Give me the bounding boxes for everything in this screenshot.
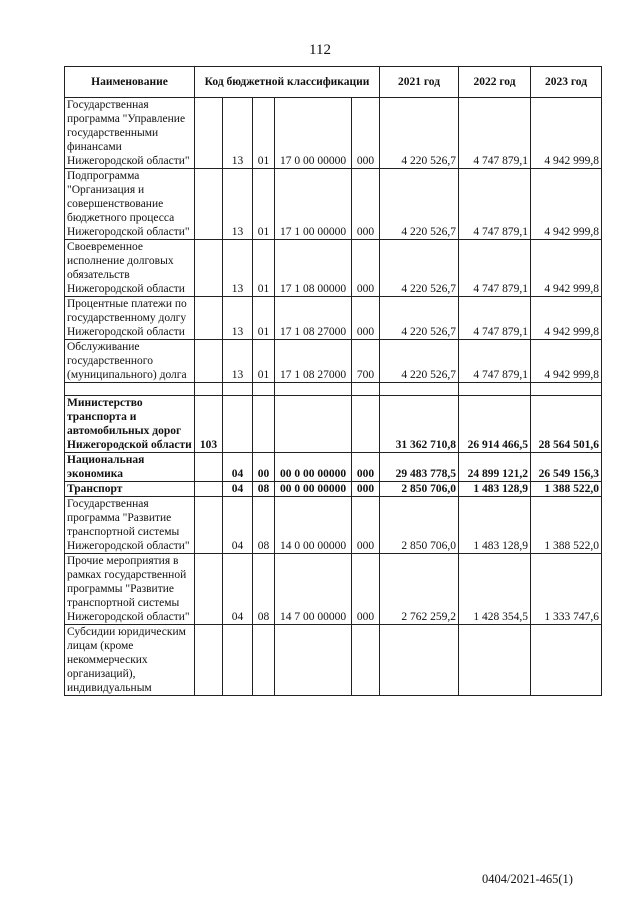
row-value-2022: 1 483 128,9 [459, 482, 531, 497]
budget-table [64, 66, 602, 696]
row-subsection-code: 01 [253, 98, 275, 169]
row-subsection-code: 08 [253, 482, 275, 497]
table-row [65, 625, 602, 696]
row-value-2021: 4 220 526,7 [380, 340, 459, 383]
row-ministry-code [195, 497, 223, 554]
row-name: Субсидии юридическим лицам (кроме некоммерческих организаций), индивидуальным [65, 625, 195, 696]
row-value-2023: 1 388 522,0 [531, 482, 602, 497]
row-target-code: 14 7 00 00000 [275, 554, 352, 625]
page-number: 112 [309, 42, 331, 58]
empty-cell [223, 383, 253, 396]
row-section-code [223, 396, 253, 453]
header-2022: 2022 год [459, 67, 531, 98]
row-value-2023: 4 942 999,8 [531, 169, 602, 240]
row-target-code: 00 0 00 00000 [275, 453, 352, 482]
row-ministry-code [195, 554, 223, 625]
row-target-code: 17 1 08 27000 [275, 297, 352, 340]
table-spacer-row [65, 383, 602, 396]
table-body [65, 98, 602, 696]
row-expense-type: 000 [352, 482, 380, 497]
table-row [65, 340, 602, 383]
row-value-2022: 4 747 879,1 [459, 240, 531, 297]
row-section-code: 13 [223, 240, 253, 297]
row-section-code [223, 625, 253, 696]
row-target-code [275, 396, 352, 453]
row-expense-type [352, 396, 380, 453]
table-row [65, 497, 602, 554]
table-row [65, 240, 602, 297]
row-value-2023: 28 564 501,6 [531, 396, 602, 453]
row-subsection-code: 00 [253, 453, 275, 482]
row-name: Своевременное исполнение долговых обязательств Нижегородской области [65, 240, 195, 297]
row-expense-type: 000 [352, 554, 380, 625]
row-expense-type [352, 625, 380, 696]
row-value-2021: 2 850 706,0 [380, 497, 459, 554]
row-value-2022: 4 747 879,1 [459, 297, 531, 340]
row-value-2023: 1 388 522,0 [531, 497, 602, 554]
empty-cell [531, 383, 602, 396]
row-expense-type: 000 [352, 98, 380, 169]
row-ministry-code [195, 453, 223, 482]
row-section-code: 04 [223, 497, 253, 554]
row-value-2022: 4 747 879,1 [459, 169, 531, 240]
table-row [65, 297, 602, 340]
row-target-code: 00 0 00 00000 [275, 482, 352, 497]
row-name: Процентные платежи по государственному долгу Нижегородской области [65, 297, 195, 340]
row-subsection-code: 01 [253, 169, 275, 240]
header-code: Код бюджетной классификации [195, 67, 380, 98]
row-expense-type: 000 [352, 169, 380, 240]
row-ministry-code [195, 98, 223, 169]
row-section-code: 13 [223, 98, 253, 169]
row-value-2023: 4 942 999,8 [531, 240, 602, 297]
row-ministry-code [195, 482, 223, 497]
row-subsection-code [253, 625, 275, 696]
row-value-2023: 1 333 747,6 [531, 554, 602, 625]
row-ministry-code [195, 240, 223, 297]
row-name: Прочие мероприятия в рамках государственной программы "Развитие транспортной системы Нижегородской области" [65, 554, 195, 625]
row-target-code [275, 625, 352, 696]
row-expense-type: 000 [352, 453, 380, 482]
table-row [65, 396, 602, 453]
row-section-code: 13 [223, 340, 253, 383]
header-2023: 2023 год [531, 67, 602, 98]
header-2021: 2021 год [380, 67, 459, 98]
row-section-code: 13 [223, 169, 253, 240]
row-subsection-code [253, 396, 275, 453]
row-value-2022: 24 899 121,2 [459, 453, 531, 482]
row-ministry-code [195, 169, 223, 240]
row-name: Обслуживание государственного (муниципального) долга [65, 340, 195, 383]
row-value-2022: 1 483 128,9 [459, 497, 531, 554]
row-value-2023: 4 942 999,8 [531, 98, 602, 169]
empty-cell [253, 383, 275, 396]
empty-cell [65, 383, 195, 396]
row-name: Государственная программа "Управление государственными финансами Нижегородской области" [65, 98, 195, 169]
row-subsection-code: 08 [253, 554, 275, 625]
row-target-code: 14 0 00 00000 [275, 497, 352, 554]
empty-cell [195, 383, 223, 396]
row-section-code: 04 [223, 482, 253, 497]
row-expense-type: 000 [352, 297, 380, 340]
empty-cell [275, 383, 352, 396]
row-target-code: 17 1 08 00000 [275, 240, 352, 297]
row-value-2022 [459, 625, 531, 696]
document-code: 0404/2021-465(1) [482, 872, 573, 886]
table-header-row [65, 67, 602, 98]
row-target-code: 17 1 00 00000 [275, 169, 352, 240]
row-subsection-code: 01 [253, 297, 275, 340]
row-section-code: 04 [223, 554, 253, 625]
table-row [65, 453, 602, 482]
row-expense-type: 700 [352, 340, 380, 383]
table-row [65, 554, 602, 625]
row-expense-type: 000 [352, 240, 380, 297]
empty-cell [352, 383, 380, 396]
row-section-code: 13 [223, 297, 253, 340]
row-ministry-code [195, 340, 223, 383]
row-value-2023: 4 942 999,8 [531, 297, 602, 340]
row-value-2021: 4 220 526,7 [380, 240, 459, 297]
row-value-2021: 4 220 526,7 [380, 98, 459, 169]
row-name: Государственная программа "Развитие транспортной системы Нижегородской области" [65, 497, 195, 554]
row-value-2022: 1 428 354,5 [459, 554, 531, 625]
row-value-2021 [380, 625, 459, 696]
row-target-code: 17 0 00 00000 [275, 98, 352, 169]
row-ministry-code [195, 297, 223, 340]
row-value-2021: 31 362 710,8 [380, 396, 459, 453]
row-ministry-code: 103 [195, 396, 223, 453]
row-expense-type: 000 [352, 497, 380, 554]
header-name: Наименование [65, 67, 195, 98]
row-value-2023: 26 549 156,3 [531, 453, 602, 482]
row-value-2021: 4 220 526,7 [380, 169, 459, 240]
row-ministry-code [195, 625, 223, 696]
row-value-2021: 29 483 778,5 [380, 453, 459, 482]
row-name: Транспорт [65, 482, 195, 497]
table-row [65, 98, 602, 169]
row-name: Министерство транспорта и автомобильных дорог Нижегородской области [65, 396, 195, 453]
row-value-2023: 4 942 999,8 [531, 340, 602, 383]
row-name: Национальная экономика [65, 453, 195, 482]
table-row [65, 482, 602, 497]
row-subsection-code: 01 [253, 240, 275, 297]
row-value-2022: 4 747 879,1 [459, 340, 531, 383]
row-section-code: 04 [223, 453, 253, 482]
row-value-2023 [531, 625, 602, 696]
table-row [65, 169, 602, 240]
row-value-2022: 26 914 466,5 [459, 396, 531, 453]
row-subsection-code: 08 [253, 497, 275, 554]
row-value-2021: 2 850 706,0 [380, 482, 459, 497]
empty-cell [459, 383, 531, 396]
row-value-2021: 4 220 526,7 [380, 297, 459, 340]
row-name: Подпрограмма "Организация и совершенствование бюджетного процесса Нижегородской области" [65, 169, 195, 240]
row-subsection-code: 01 [253, 340, 275, 383]
row-target-code: 17 1 08 27000 [275, 340, 352, 383]
row-value-2022: 4 747 879,1 [459, 98, 531, 169]
row-value-2021: 2 762 259,2 [380, 554, 459, 625]
empty-cell [380, 383, 459, 396]
